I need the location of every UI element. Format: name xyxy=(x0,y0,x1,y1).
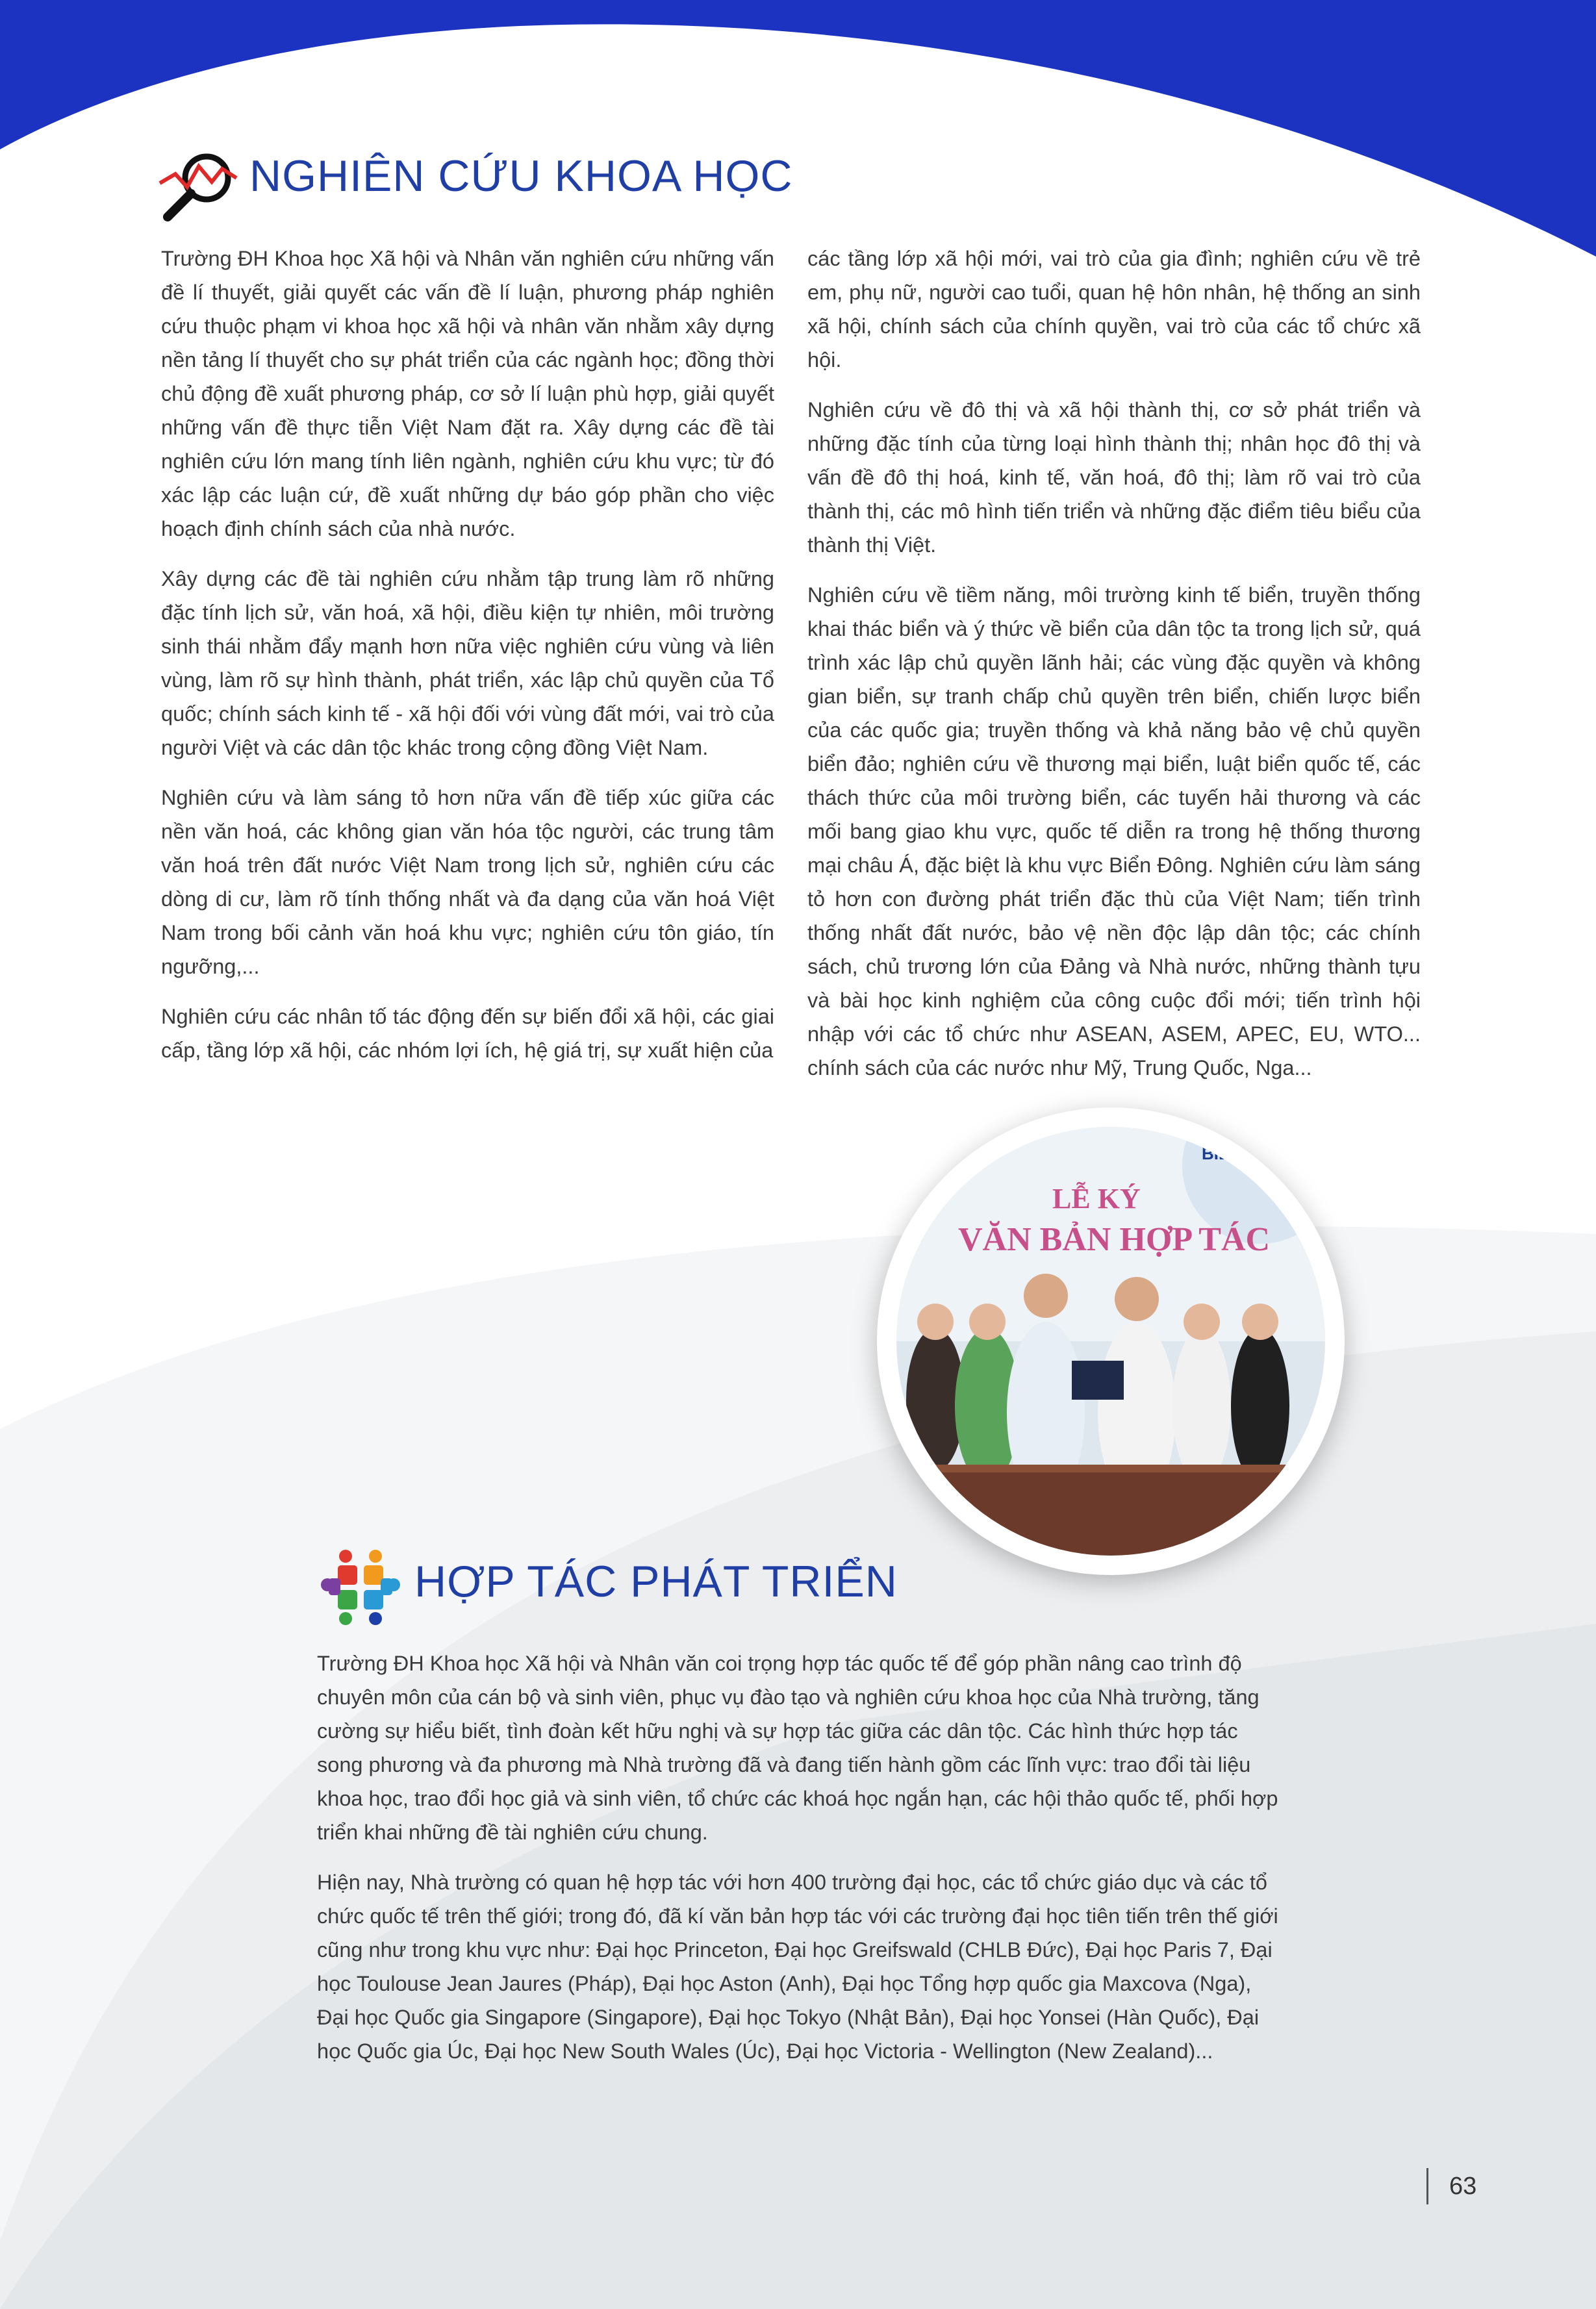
photo-banner-line2: VĂN BẢN HỢP TÁC xyxy=(958,1221,1271,1258)
paragraph: Nghiên cứu các nhân tố tác động đến sự biến đổi xã hội, các giai cấp, tầng lớp xã hội, các nhóm lợi ích, hệ giá trị, sự xuất hiện của xyxy=(161,1005,774,1062)
section-title-research: NGHIÊN CỨU KHOA HỌC xyxy=(249,151,793,201)
section-title-cooperation: HỢP TÁC PHÁT TRIỂN xyxy=(414,1557,898,1606)
research-column-left xyxy=(161,242,774,1083)
paragraph: Hiện nay, Nhà trường có quan hệ hợp tác với hơn 400 trường đại học, các tổ chức giáo dục và các tổ chức quốc tế trên thế giới; trong đó, đã kí văn bản hợp tác với các trường đại học tiên tiến trên thế giới cũng như trong khu vực như: Đại học Princeton, Đại học Greifswald (CHLB Đức), Đại học Paris 7, Đại học Toulouse Jean Jaures (Pháp), Đại học Aston (Anh), Đại học Tổng hợp quốc gia Maxcova (Nga), Đại học Quốc gia Singapore (Singapore), Đại học Tokyo (Nhật Bản), Đại học Yonsei (Hàn Quốc), Đại học Quốc gia Úc, Đại học New South Wales (Úc), Đại học Victoria - Wellington (New Zealand)... xyxy=(317,1871,1278,2063)
signing-ceremony-photo-frame xyxy=(877,1107,1345,1575)
paragraph: Nghiên cứu về tiềm năng, môi trường kinh tế biển, truyền thống khai thác biển và ý thức về biển của dân tộc ta trong lịch sử, quá trình xác lập chủ quyền lãnh hải; các vùng đặc quyền và không gian biển, sự tranh chấp chủ quyền trên biển, chiến lược biển của các quốc gia; truyền thống và khả năng bảo vệ chủ quyền biển đảo; nghiên cứu về thương mại biển, luật biển quốc tế, các thách thức của môi trường biển, các tuyến hải thương và các mối bang giao khu vực, quốc tế diễn ra trong hệ thống thương mại châu Á, đặc biệt là khu vực Biển Đông. Nghiên cứu làm sáng tỏ hơn con đường phát triển đặc thù của Việt Nam; tiến trình thống nhất đất nước, bảo vệ nền độc lập dân tộc; các chính sách, chủ trương lớn của Đảng và Nhà nước, những thành tựu và bài học kinh nghiệm của công cuộc đổi mới; tiến trình hội nhập với các tổ chức như ASEAN, ASEM, APEC, EU, WTO... chính sách của các nước như Mỹ, Trung Quốc, Nga... xyxy=(807,583,1421,1079)
page-number: 63 xyxy=(1426,2168,1476,2204)
photo-banner-line1: LỄ KÝ xyxy=(1052,1183,1141,1215)
puzzle-people-icon xyxy=(320,1548,401,1626)
paragraph: Trường ĐH Khoa học Xã hội và Nhân văn nghiên cứu những vấn đề lí thuyết, giải quyết các vấn đề lí luận, phương pháp nghiên cứu thuộc phạm vi khoa học xã hội và nhân văn nhằm xây dựng nền tảng lí thuyết cho sự phát triển của các ngành học; đồng thời chủ động đề xuất phương pháp, cơ sở lí luận phù hợp, giải quyết những vấn đề thực tiễn Việt Nam đặt ra. Xây dựng các đề tài nghiên cứu lớn mang tính liên ngành, nghiên cứu khu vực; từ đó xác lập các luận cứ, đề xuất những dự báo góp phần cho việc hoạch định chính sách của nhà nước. xyxy=(161,247,774,540)
signing-ceremony-photo xyxy=(896,1127,1325,1556)
paragraph: Nghiên cứu và làm sáng tỏ hơn nữa vấn đề tiếp xúc giữa các nền văn hoá, các không gian văn hóa tộc người, các trung tâm văn hoá trên đất nước Việt Nam trong lịch sử, nghiên cứu các dòng di cư, làm rõ tính thống nhất và đa dạng của văn hoá Việt Nam trong bối cảnh văn hoá khu vực; nghiên cứu tôn giáo, tín ngưỡng,... xyxy=(161,786,774,978)
research-column-right xyxy=(807,242,1421,1101)
photo-logo: BIDV xyxy=(1202,1144,1243,1163)
paragraph: Xây dựng các đề tài nghiên cứu nhằm tập trung làm rõ những đặc tính lịch sử, văn hoá, xã hội, điều kiện tự nhiên, môi trường sinh thái nhằm đẩy mạnh hơn nữa việc nghiên cứu vùng và liên vùng, làm rõ sự hình thành, phát triển, xác lập chủ quyền của Tổ quốc; chính sách kinh tế - xã hội đối với vùng đất mới, vai trò của người Việt và các dân tộc khác trong cộng đồng Việt Nam. xyxy=(161,567,774,759)
paragraph: Nghiên cứu về đô thị và xã hội thành thị, cơ sở phát triển và những đặc tính của từng loại hình thành thị; nhân học đô thị và vấn đề đô thị hoá, kinh tế, văn hoá, đô thị; làm rõ vai trò của thành thị, các mô hình tiến triển và những đặc điểm tiêu biểu của thành thị Việt. xyxy=(807,398,1421,557)
magnifier-chart-icon xyxy=(158,149,242,222)
paragraph: các tầng lớp xã hội mới, vai trò của gia đình; nghiên cứu về trẻ em, phụ nữ, người cao tuổi, quan hệ hôn nhân, hệ thống an sinh xã hội, chính sách của chính quyền, vai trò của các tổ chức xã hội. xyxy=(807,247,1421,372)
cooperation-text xyxy=(317,1647,1288,2084)
paragraph: Trường ĐH Khoa học Xã hội và Nhân văn coi trọng hợp tác quốc tế để góp phần nâng cao trình độ chuyên môn của cán bộ và sinh viên, phục vụ đào tạo và nghiên cứu khoa học của Nhà trường, tăng cường sự hiểu biết, tình đoàn kết hữu nghị và sự hợp tác giữa các dân tộc. Các hình thức hợp tác song phương và đa phương mà Nhà trường đã và đang tiến hành gồm các lĩnh vực: trao đổi tài liệu khoa học, trao đổi học giả và sinh viên, tổ chức các khoá học ngắn hạn, các hội thảo quốc tế, phối hợp triển khai những đề tài nghiên cứu chung. xyxy=(317,1652,1278,1844)
